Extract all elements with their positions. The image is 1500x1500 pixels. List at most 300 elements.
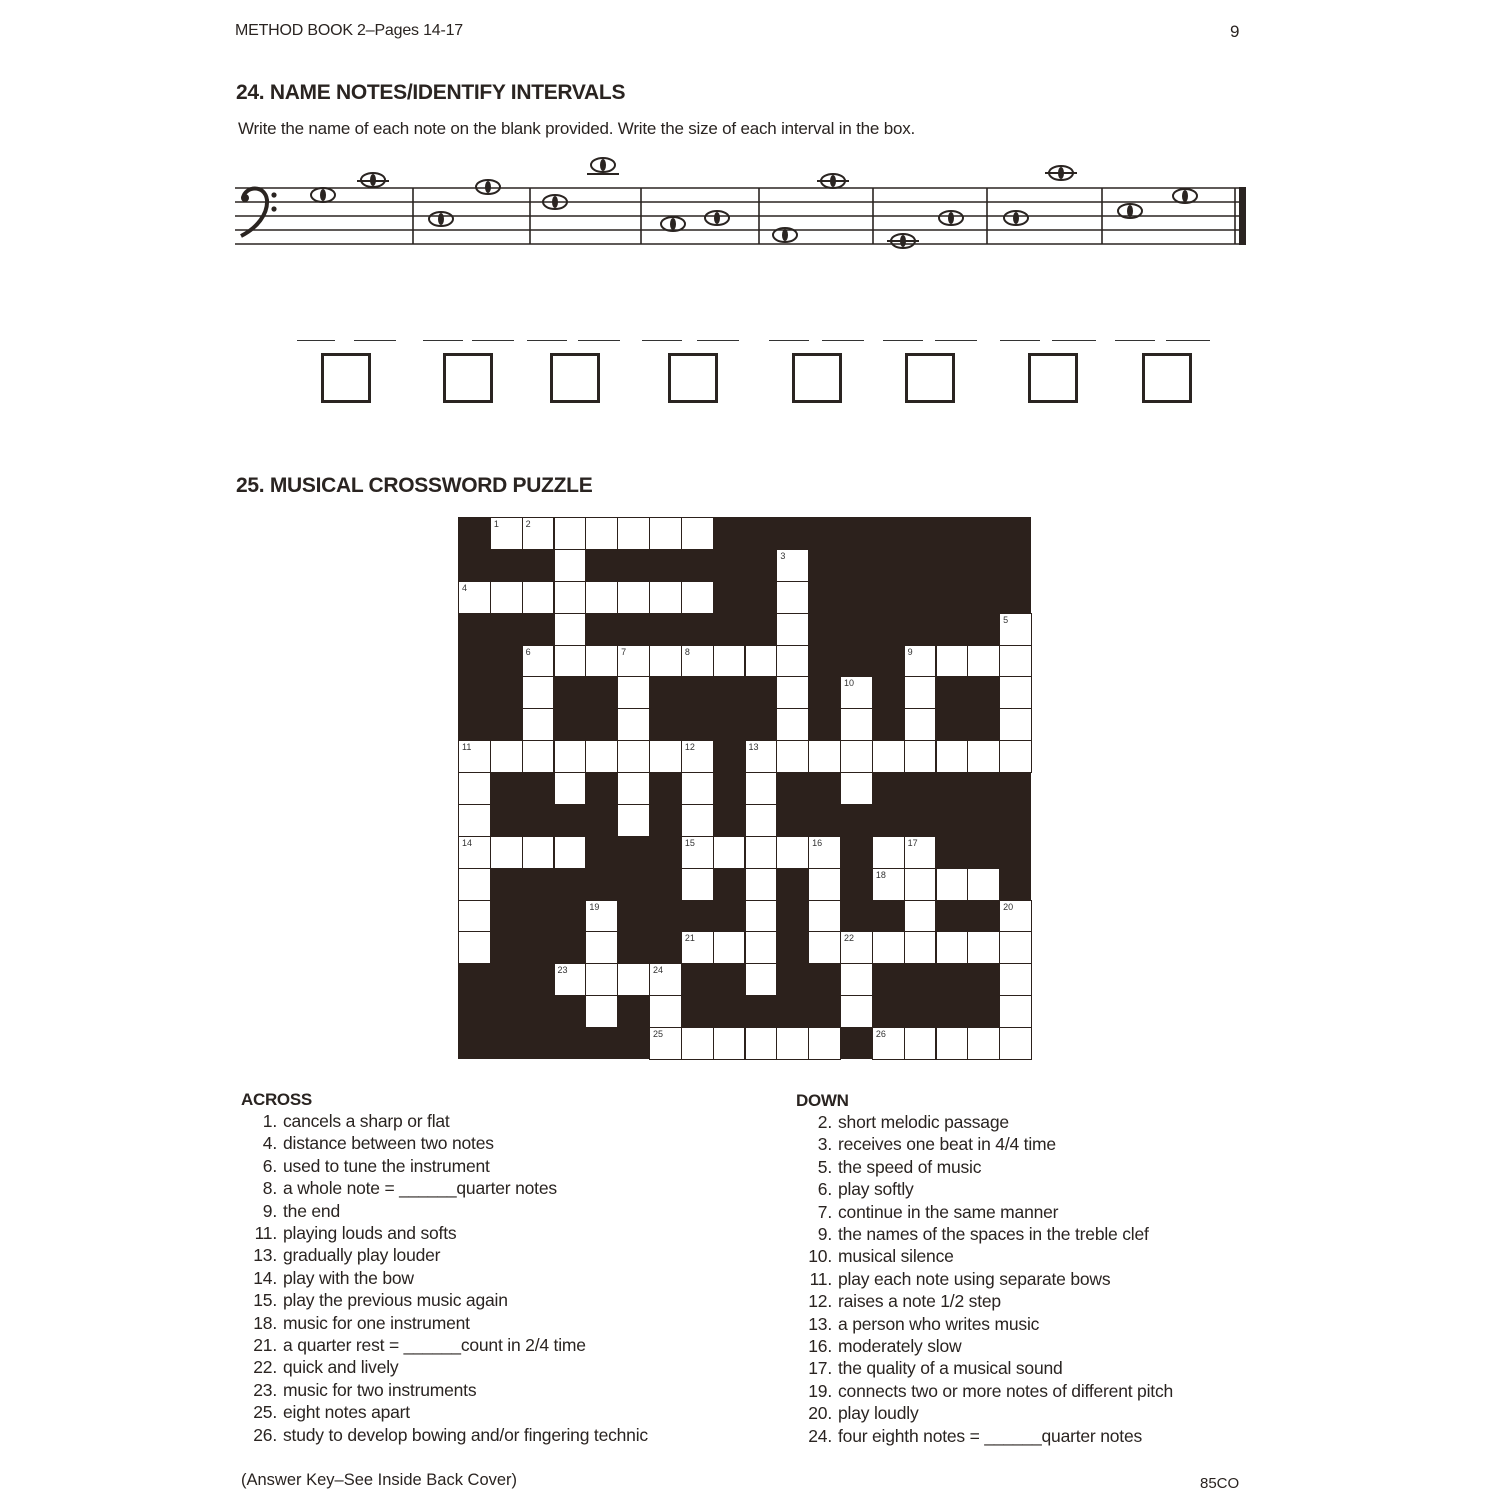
crossword-cell[interactable] — [490, 517, 523, 550]
whole-note-icon — [1173, 189, 1197, 203]
clue-text: moderately slow — [838, 1336, 962, 1357]
note-name-blank[interactable] — [822, 340, 864, 341]
crossword-cell[interactable] — [936, 740, 969, 773]
crossword-cell[interactable] — [999, 708, 1032, 741]
clue-text: raises a note 1/2 step — [838, 1291, 1001, 1312]
clue-number: 3. — [817, 1134, 832, 1155]
crossword-cell[interactable] — [617, 517, 650, 550]
cell-clue-number: 24 — [653, 965, 664, 976]
clue-number: 7. — [817, 1201, 832, 1222]
crossword-cell[interactable] — [681, 836, 714, 869]
crossword-cell[interactable] — [490, 740, 523, 773]
crossword-cell[interactable] — [617, 804, 650, 837]
crossword-cell[interactable] — [713, 1027, 746, 1060]
crossword-cell[interactable] — [872, 931, 905, 964]
crossword-cell[interactable] — [522, 645, 555, 678]
note-name-blank[interactable] — [642, 340, 682, 341]
crossword-cell[interactable] — [649, 740, 682, 773]
clue-text: the quality of a musical sound — [838, 1358, 1063, 1379]
crossword-cell[interactable] — [745, 836, 778, 869]
crossword-cell[interactable] — [840, 963, 873, 996]
cell-clue-number: 20 — [1003, 901, 1014, 912]
page-number: 9 — [1230, 22, 1240, 41]
whole-note-icon — [311, 188, 335, 202]
crossword-cell[interactable] — [522, 708, 555, 741]
clue-number: 9. — [817, 1224, 832, 1245]
crossword-cell[interactable] — [936, 868, 969, 901]
clue-item — [241, 1334, 648, 1356]
down-heading: DOWN — [796, 1091, 849, 1110]
crossword-cell[interactable] — [649, 517, 682, 550]
crossword-cell[interactable] — [999, 995, 1032, 1028]
crossword-cell[interactable] — [840, 931, 873, 964]
clue-number: 2. — [817, 1112, 832, 1132]
clue-text: receives one beat in 4/4 time — [838, 1134, 1056, 1155]
whole-note-icon — [476, 180, 500, 194]
crossword-cell[interactable] — [522, 836, 555, 869]
crossword-cell[interactable] — [681, 645, 714, 678]
crossword-cell[interactable] — [585, 517, 618, 550]
crossword-cell[interactable] — [681, 931, 714, 964]
cell-clue-number: 11 — [462, 742, 472, 753]
cell-clue-number: 12 — [684, 742, 695, 753]
cell-clue-number: 13 — [748, 742, 759, 753]
clue-text: play each note using separate bows — [838, 1268, 1111, 1289]
whole-note-icon — [705, 211, 729, 225]
crossword-cell[interactable] — [904, 931, 937, 964]
crossword-cell[interactable] — [936, 645, 969, 678]
crossword-cell[interactable] — [967, 1027, 1000, 1060]
crossword-cell[interactable] — [808, 931, 841, 964]
clue-number: 18. — [253, 1312, 277, 1333]
crossword-cell[interactable] — [776, 708, 809, 741]
crossword-cell[interactable] — [458, 581, 491, 614]
crossword-cell[interactable] — [649, 963, 682, 996]
clue-item — [241, 1132, 648, 1154]
clue-number: 8. — [262, 1178, 277, 1199]
clue-number: 13. — [253, 1245, 277, 1266]
crossword-cell[interactable] — [554, 645, 587, 678]
clue-text: distance between two notes — [283, 1133, 494, 1154]
crossword-cell[interactable] — [745, 900, 778, 933]
clue-item — [241, 1267, 648, 1289]
clue-text: play the previous music again — [283, 1290, 508, 1311]
crossword-cell[interactable] — [840, 995, 873, 1028]
crossword-cell[interactable] — [808, 740, 841, 773]
crossword-cell[interactable] — [745, 645, 778, 678]
crossword-cell[interactable] — [999, 740, 1032, 773]
crossword-cell[interactable] — [522, 676, 555, 709]
crossword-cell[interactable] — [458, 836, 491, 869]
clue-number: 15. — [253, 1290, 277, 1311]
crossword-cell[interactable] — [522, 517, 555, 550]
crossword-cell[interactable] — [554, 836, 587, 869]
note-name-blank[interactable] — [297, 340, 335, 341]
section-24-instructions: Write the name of each note on the blank provided. Write the size of each interval in the box. — [238, 119, 916, 138]
running-head: METHOD BOOK 2–Pages 14-17 — [235, 22, 463, 39]
interval-box[interactable] — [321, 353, 371, 403]
crossword-cell[interactable] — [872, 868, 905, 901]
crossword-cell[interactable] — [554, 549, 587, 582]
clue-text: music for one instrument — [283, 1312, 470, 1333]
clue-item — [241, 1424, 648, 1446]
clue-text: playing louds and softs — [283, 1223, 457, 1244]
crossword-cell[interactable] — [681, 868, 714, 901]
clue-text: quick and lively — [283, 1357, 399, 1378]
cell-clue-number: 10 — [844, 678, 855, 689]
note-name-blank[interactable] — [883, 340, 923, 341]
crossword-cell[interactable] — [776, 645, 809, 678]
crossword-cell[interactable] — [649, 581, 682, 614]
crossword-cell[interactable] — [872, 836, 905, 869]
bass-clef-icon — [241, 189, 277, 237]
crossword-cell[interactable] — [490, 836, 523, 869]
clue-number: 10. — [808, 1246, 832, 1267]
whole-note-icon — [357, 173, 389, 187]
crossword-cell[interactable] — [490, 581, 523, 614]
crossword-cell[interactable] — [554, 613, 587, 646]
crossword-cell[interactable] — [617, 708, 650, 741]
crossword-cell[interactable] — [617, 772, 650, 805]
crossword-cell[interactable] — [585, 963, 618, 996]
cell-clue-number: 1 — [493, 519, 499, 529]
clue-item — [241, 1401, 648, 1423]
crossword-cell[interactable] — [745, 1027, 778, 1060]
crossword-cell[interactable] — [745, 931, 778, 964]
crossword-cell[interactable] — [745, 740, 778, 773]
crossword-cell[interactable] — [872, 740, 905, 773]
clue-item — [796, 1425, 1173, 1447]
clue-text: used to tune the instrument — [283, 1155, 490, 1176]
crossword-cell[interactable] — [617, 740, 650, 773]
cell-clue-number: 26 — [875, 1029, 886, 1040]
clue-text: four eighth notes = ______quarter notes — [838, 1425, 1143, 1446]
crossword-cell[interactable] — [458, 868, 491, 901]
clue-item — [796, 1357, 1173, 1379]
clue-number: 16. — [808, 1336, 832, 1357]
answer-key-note: (Answer Key–See Inside Back Cover) — [241, 1471, 518, 1489]
crossword-grid — [458, 517, 1031, 1059]
whole-note-icon — [1004, 211, 1028, 225]
clue-item — [241, 1110, 648, 1132]
cell-clue-number: 22 — [844, 933, 855, 944]
across-clues — [241, 1090, 648, 1446]
crossword-cell[interactable] — [585, 581, 618, 614]
crossword-cell[interactable] — [967, 931, 1000, 964]
crossword-cell[interactable] — [936, 1027, 969, 1060]
crossword-cell[interactable] — [554, 581, 587, 614]
crossword-cell[interactable] — [554, 740, 587, 773]
clue-text: the names of the spaces in the treble clef — [838, 1224, 1149, 1245]
crossword-cell[interactable] — [745, 772, 778, 805]
clue-number: 12. — [808, 1291, 832, 1312]
clue-text: cancels a sharp or flat — [283, 1111, 450, 1131]
interval-box[interactable] — [905, 353, 955, 403]
crossword-cell[interactable] — [872, 1027, 905, 1060]
clue-number: 14. — [253, 1267, 277, 1288]
interval-box[interactable] — [1028, 353, 1078, 403]
cell-clue-number: 17 — [907, 837, 918, 848]
crossword-cell[interactable] — [904, 740, 937, 773]
cell-clue-number: 3 — [780, 550, 786, 561]
crossword-cell[interactable] — [776, 1027, 809, 1060]
cell-clue-number: 19 — [589, 901, 600, 912]
crossword-cell[interactable] — [554, 517, 587, 550]
crossword-cell[interactable] — [585, 645, 618, 678]
clue-item — [796, 1111, 1173, 1133]
clue-item — [796, 1201, 1173, 1223]
crossword-cell[interactable] — [808, 900, 841, 933]
across-clue-list — [241, 1110, 648, 1446]
crossword-cell[interactable] — [649, 645, 682, 678]
down-clues — [796, 1091, 1173, 1447]
crossword-cell[interactable] — [713, 836, 746, 869]
crossword-cell[interactable] — [617, 963, 650, 996]
crossword-cell[interactable] — [681, 517, 714, 550]
cell-clue-number: 2 — [525, 519, 531, 529]
section-25-title: 25. MUSICAL CROSSWORD PUZZLE — [236, 474, 593, 497]
clue-item — [796, 1402, 1173, 1424]
interval-box[interactable] — [668, 353, 718, 403]
note-name-blank[interactable] — [935, 340, 977, 341]
crossword-cell[interactable] — [617, 581, 650, 614]
cell-clue-number: 15 — [684, 837, 695, 848]
crossword-cell[interactable] — [554, 772, 587, 805]
clue-text: study to develop bowing and/or fingering technic — [283, 1424, 648, 1445]
clue-text: connects two or more notes of different pitch — [838, 1380, 1174, 1401]
crossword-cell[interactable] — [681, 804, 714, 837]
note-name-blank[interactable] — [1052, 340, 1096, 341]
crossword-cell[interactable] — [458, 740, 491, 773]
crossword-cell[interactable] — [904, 645, 937, 678]
whole-note-icon — [587, 158, 619, 174]
crossword-cell[interactable] — [936, 931, 969, 964]
note-name-blank[interactable] — [1000, 340, 1040, 341]
crossword-cell[interactable] — [999, 931, 1032, 964]
crossword-cell[interactable] — [999, 900, 1032, 933]
note-name-blank[interactable] — [1115, 340, 1155, 341]
crossword-cell[interactable] — [649, 1027, 682, 1060]
clue-text: music for two instruments — [283, 1379, 477, 1400]
clue-text: a quarter rest = ______count in 2/4 time — [283, 1335, 586, 1356]
note-name-blank[interactable] — [423, 340, 463, 341]
clue-number: 25. — [253, 1402, 277, 1423]
cell-clue-number: 4 — [462, 582, 468, 593]
crossword-cell[interactable] — [458, 804, 491, 837]
crossword-cell[interactable] — [967, 645, 1000, 678]
clue-item — [241, 1312, 648, 1334]
clue-item — [796, 1380, 1173, 1402]
clue-item — [796, 1290, 1173, 1312]
clue-item — [241, 1222, 648, 1244]
crossword-cell[interactable] — [904, 708, 937, 741]
crossword-cell[interactable] — [776, 613, 809, 646]
clue-number: 1. — [262, 1111, 277, 1131]
crossword-cell[interactable] — [681, 772, 714, 805]
cell-clue-number: 25 — [653, 1029, 664, 1040]
crossword-cell[interactable] — [776, 549, 809, 582]
note-name-blank[interactable] — [527, 340, 567, 341]
note-name-blank[interactable] — [769, 340, 809, 341]
clue-text: the end — [283, 1200, 340, 1221]
crossword-cell[interactable] — [617, 645, 650, 678]
clue-text: eight notes apart — [283, 1402, 410, 1423]
crossword-cell[interactable] — [967, 740, 1000, 773]
crossword-cell[interactable] — [967, 868, 1000, 901]
crossword-cell[interactable] — [999, 963, 1032, 996]
clue-item — [796, 1178, 1173, 1200]
clue-number: 22. — [253, 1357, 277, 1378]
crossword-cell[interactable] — [776, 676, 809, 709]
cell-clue-number: 5 — [1003, 614, 1009, 625]
clue-text: the speed of music — [838, 1156, 982, 1177]
clue-number: 21. — [253, 1335, 277, 1356]
crossword-cell[interactable] — [776, 836, 809, 869]
crossword-cell[interactable] — [458, 900, 491, 933]
crossword-cell[interactable] — [554, 963, 587, 996]
crossword-cell[interactable] — [999, 613, 1032, 646]
clue-text: short melodic passage — [838, 1112, 1009, 1132]
cell-clue-number: 9 — [907, 646, 913, 657]
clue-number: 20. — [808, 1403, 832, 1424]
clue-number: 5. — [817, 1156, 832, 1177]
cell-clue-number: 18 — [875, 869, 886, 880]
clue-text: musical silence — [838, 1246, 954, 1267]
crossword-cell[interactable] — [681, 1027, 714, 1060]
crossword-cell[interactable] — [458, 931, 491, 964]
clue-item — [241, 1289, 648, 1311]
clue-text: play with the bow — [283, 1267, 414, 1288]
note-name-blank[interactable] — [697, 340, 739, 341]
crossword-cell[interactable] — [776, 581, 809, 614]
crossword-cell[interactable] — [585, 931, 618, 964]
crossword-cell[interactable] — [904, 676, 937, 709]
clue-number: 19. — [808, 1380, 832, 1401]
clue-number: 13. — [808, 1313, 832, 1334]
crossword-cell[interactable] — [840, 772, 873, 805]
crossword-cell[interactable] — [808, 836, 841, 869]
whole-note-icon — [1045, 166, 1077, 180]
crossword-cell[interactable] — [617, 676, 650, 709]
crossword-cell[interactable] — [649, 995, 682, 1028]
clue-text: a whole note = ______quarter notes — [283, 1178, 557, 1199]
clue-text: gradually play louder — [283, 1245, 441, 1266]
crossword-cell[interactable] — [840, 676, 873, 709]
crossword-cell[interactable] — [904, 900, 937, 933]
crossword-cell[interactable] — [999, 676, 1032, 709]
whole-note-icon — [817, 174, 849, 188]
crossword-cell[interactable] — [585, 740, 618, 773]
interval-box[interactable] — [550, 353, 600, 403]
crossword-cell[interactable] — [713, 931, 746, 964]
clue-number: 6. — [817, 1179, 832, 1200]
clue-number: 26. — [253, 1424, 277, 1445]
clue-item — [796, 1313, 1173, 1335]
clue-item — [796, 1245, 1173, 1267]
crossword-cell[interactable] — [713, 645, 746, 678]
interval-box[interactable] — [1142, 353, 1192, 403]
cell-clue-number: 21 — [684, 933, 695, 944]
crossword-cell[interactable] — [999, 645, 1032, 678]
clue-number: 17. — [808, 1358, 832, 1379]
cell-clue-number: 23 — [557, 965, 568, 976]
clue-number: 6. — [262, 1155, 277, 1176]
clue-item — [241, 1356, 648, 1378]
crossword-cell[interactable] — [681, 581, 714, 614]
clue-number: 4. — [262, 1133, 277, 1154]
clue-number: 11. — [809, 1268, 832, 1289]
clue-number: 23. — [253, 1379, 277, 1400]
clue-item — [241, 1200, 648, 1222]
clue-item — [796, 1268, 1173, 1290]
crossword-cell[interactable] — [776, 740, 809, 773]
note-name-blank[interactable] — [354, 340, 396, 341]
across-heading: ACROSS — [241, 1090, 312, 1109]
clue-item — [796, 1335, 1173, 1357]
crossword-cell[interactable] — [745, 963, 778, 996]
crossword-cell[interactable] — [840, 708, 873, 741]
crossword-cell[interactable] — [904, 836, 937, 869]
crossword-cell[interactable] — [458, 772, 491, 805]
clue-item — [241, 1177, 648, 1199]
clue-number: 24. — [808, 1425, 832, 1446]
crossword-cell[interactable] — [681, 740, 714, 773]
crossword-cell[interactable] — [585, 995, 618, 1028]
crossword-cell[interactable] — [808, 1027, 841, 1060]
crossword-cell[interactable] — [808, 868, 841, 901]
page-code: 85CO — [1200, 1475, 1240, 1492]
crossword-cell[interactable] — [840, 740, 873, 773]
whole-note-icon — [773, 228, 797, 242]
note-name-blank[interactable] — [1166, 340, 1210, 341]
crossword-cell[interactable] — [904, 868, 937, 901]
clue-item — [796, 1133, 1173, 1155]
crossword-cell[interactable] — [904, 1027, 937, 1060]
clue-text: play softly — [838, 1179, 914, 1200]
whole-note-icon — [887, 234, 919, 248]
cell-clue-number: 8 — [684, 646, 690, 657]
clue-item — [241, 1244, 648, 1266]
crossword-cell[interactable] — [745, 804, 778, 837]
clue-number: 9. — [262, 1200, 277, 1221]
note-name-blank[interactable] — [578, 340, 620, 341]
clue-text: a person who writes music — [838, 1313, 1040, 1334]
crossword-cell[interactable] — [745, 868, 778, 901]
crossword-cell[interactable] — [522, 740, 555, 773]
interval-box[interactable] — [792, 353, 842, 403]
interval-box[interactable] — [443, 353, 493, 403]
whole-note-icon — [1118, 204, 1142, 218]
clue-text: play loudly — [838, 1403, 919, 1424]
note-name-blank[interactable] — [472, 340, 514, 341]
whole-note-icon — [939, 211, 963, 225]
clue-item — [241, 1379, 648, 1401]
crossword-cell[interactable] — [522, 581, 555, 614]
down-clue-list — [796, 1111, 1173, 1447]
cell-clue-number: 14 — [462, 837, 473, 848]
music-staff — [235, 150, 1255, 260]
whole-note-icon — [429, 212, 453, 226]
clue-number: 11. — [254, 1223, 277, 1244]
crossword-cell[interactable] — [585, 900, 618, 933]
clue-item — [241, 1155, 648, 1177]
clue-item — [796, 1223, 1173, 1245]
clue-text: continue in the same manner — [838, 1201, 1059, 1222]
section-24-title: 24. NAME NOTES/IDENTIFY INTERVALS — [236, 81, 626, 104]
crossword-cell[interactable] — [999, 1027, 1032, 1060]
whole-note-icon — [661, 217, 685, 231]
cell-clue-number: 16 — [812, 837, 823, 848]
